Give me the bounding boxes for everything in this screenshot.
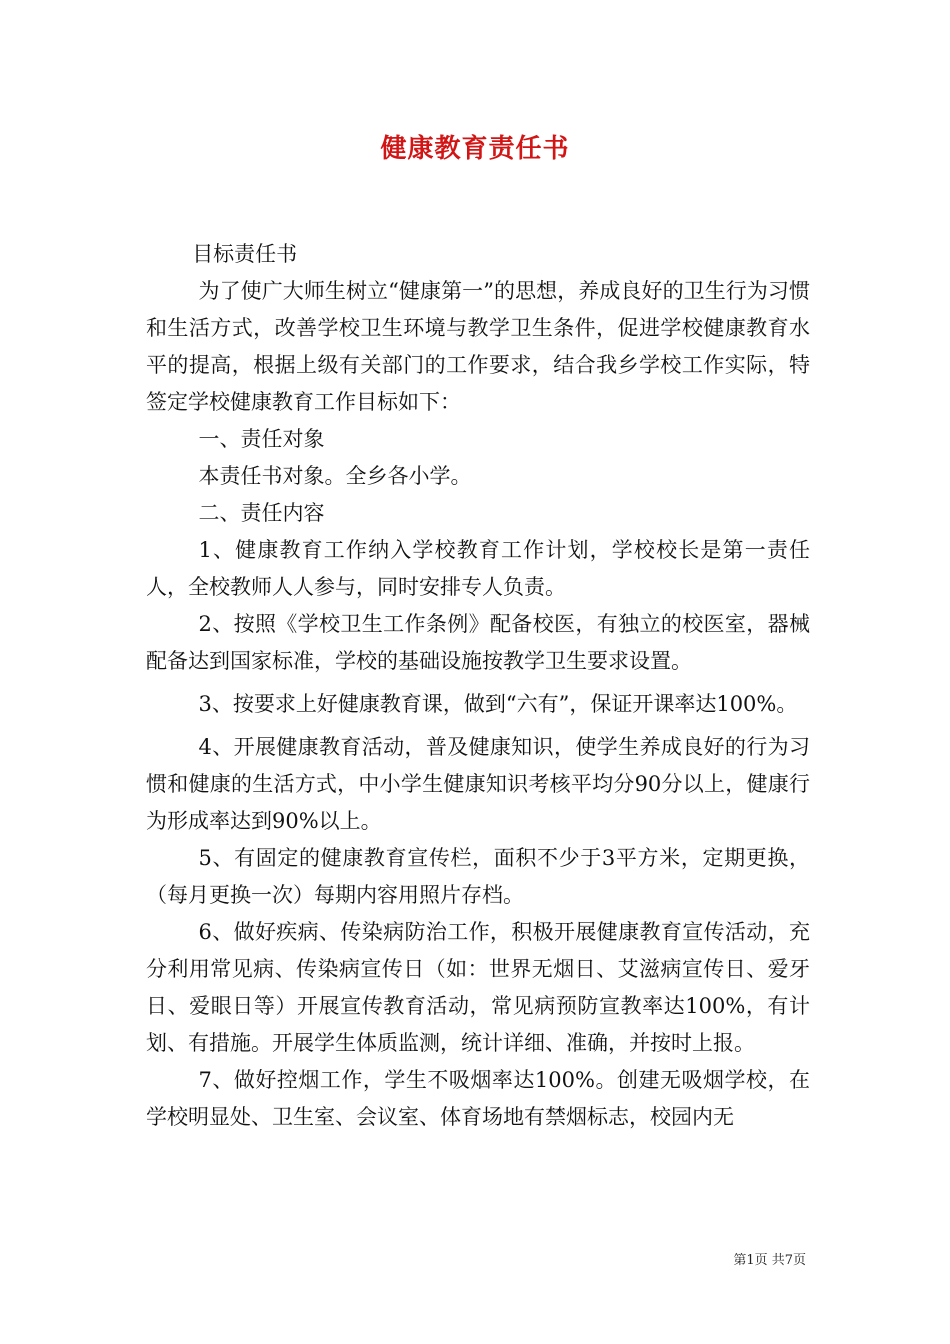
list-item-5: 5、有固定的健康教育宣传栏，面积不少于3平方米，定期更换，（每月更换一次）每期内容用照片存档。: [146, 846, 810, 907]
list-item-3: 3、按要求上好健康教育课，做到“六有”，保证开课率达100%。: [198, 692, 798, 716]
paragraph-intro: 为了使广大师生树立“健康第一”的思想，养成良好的卫生行为习惯和生活方式，改善学校卫生环境与教学卫生条件，促进学校健康教育水平的提高，根据上级有关部门的工作要求，结合我乡学校工作实际，特签定学校健康教育工作目标如下：: [146, 279, 810, 414]
paragraph-target: 本责任书对象。全乡各小学。: [198, 464, 472, 488]
list-item-2: 2、按照《学校卫生工作条例》配备校医，有独立的校医室，器械配备达到国家标准，学校的基础设施按教学卫生要求设置。: [146, 612, 810, 673]
list-item-7: 7、做好控烟工作，学生不吸烟率达100%。创建无吸烟学校，在学校明显处、卫生室、会议室、体育场地有禁烟标志，校园内无: [146, 1068, 810, 1129]
section-heading-1: 一、责任对象: [198, 427, 325, 451]
document-body: [146, 236, 810, 1136]
section-heading-2: 二、责任内容: [198, 501, 325, 525]
paragraph-subtitle: 目标责任书: [192, 242, 298, 266]
list-item-6: 6、做好疾病、传染病防治工作，积极开展健康教育宣传活动，充分利用常见病、传染病宣传日（如：世界无烟日、艾滋病宣传日、爱牙日、爱眼日等）开展宣传教育活动，常见病预防宣教率达100%，有计划、有措施。开展学生体质监测，统计详细、准确，并按时上报。: [146, 920, 810, 1055]
page-number-footer: 第1页 共7页: [733, 1253, 806, 1268]
list-item-1: 1、健康教育工作纳入学校教育工作计划，学校校长是第一责任人，全校教师人人参与，同时安排专人负责。: [146, 538, 810, 599]
document-title: 健康教育责任书: [380, 134, 570, 164]
list-item-4: 4、开展健康教育活动，普及健康知识，使学生养成良好的行为习惯和健康的生活方式，中小学生健康知识考核平均分90分以上，健康行为形成率达到90%以上。: [146, 735, 810, 833]
